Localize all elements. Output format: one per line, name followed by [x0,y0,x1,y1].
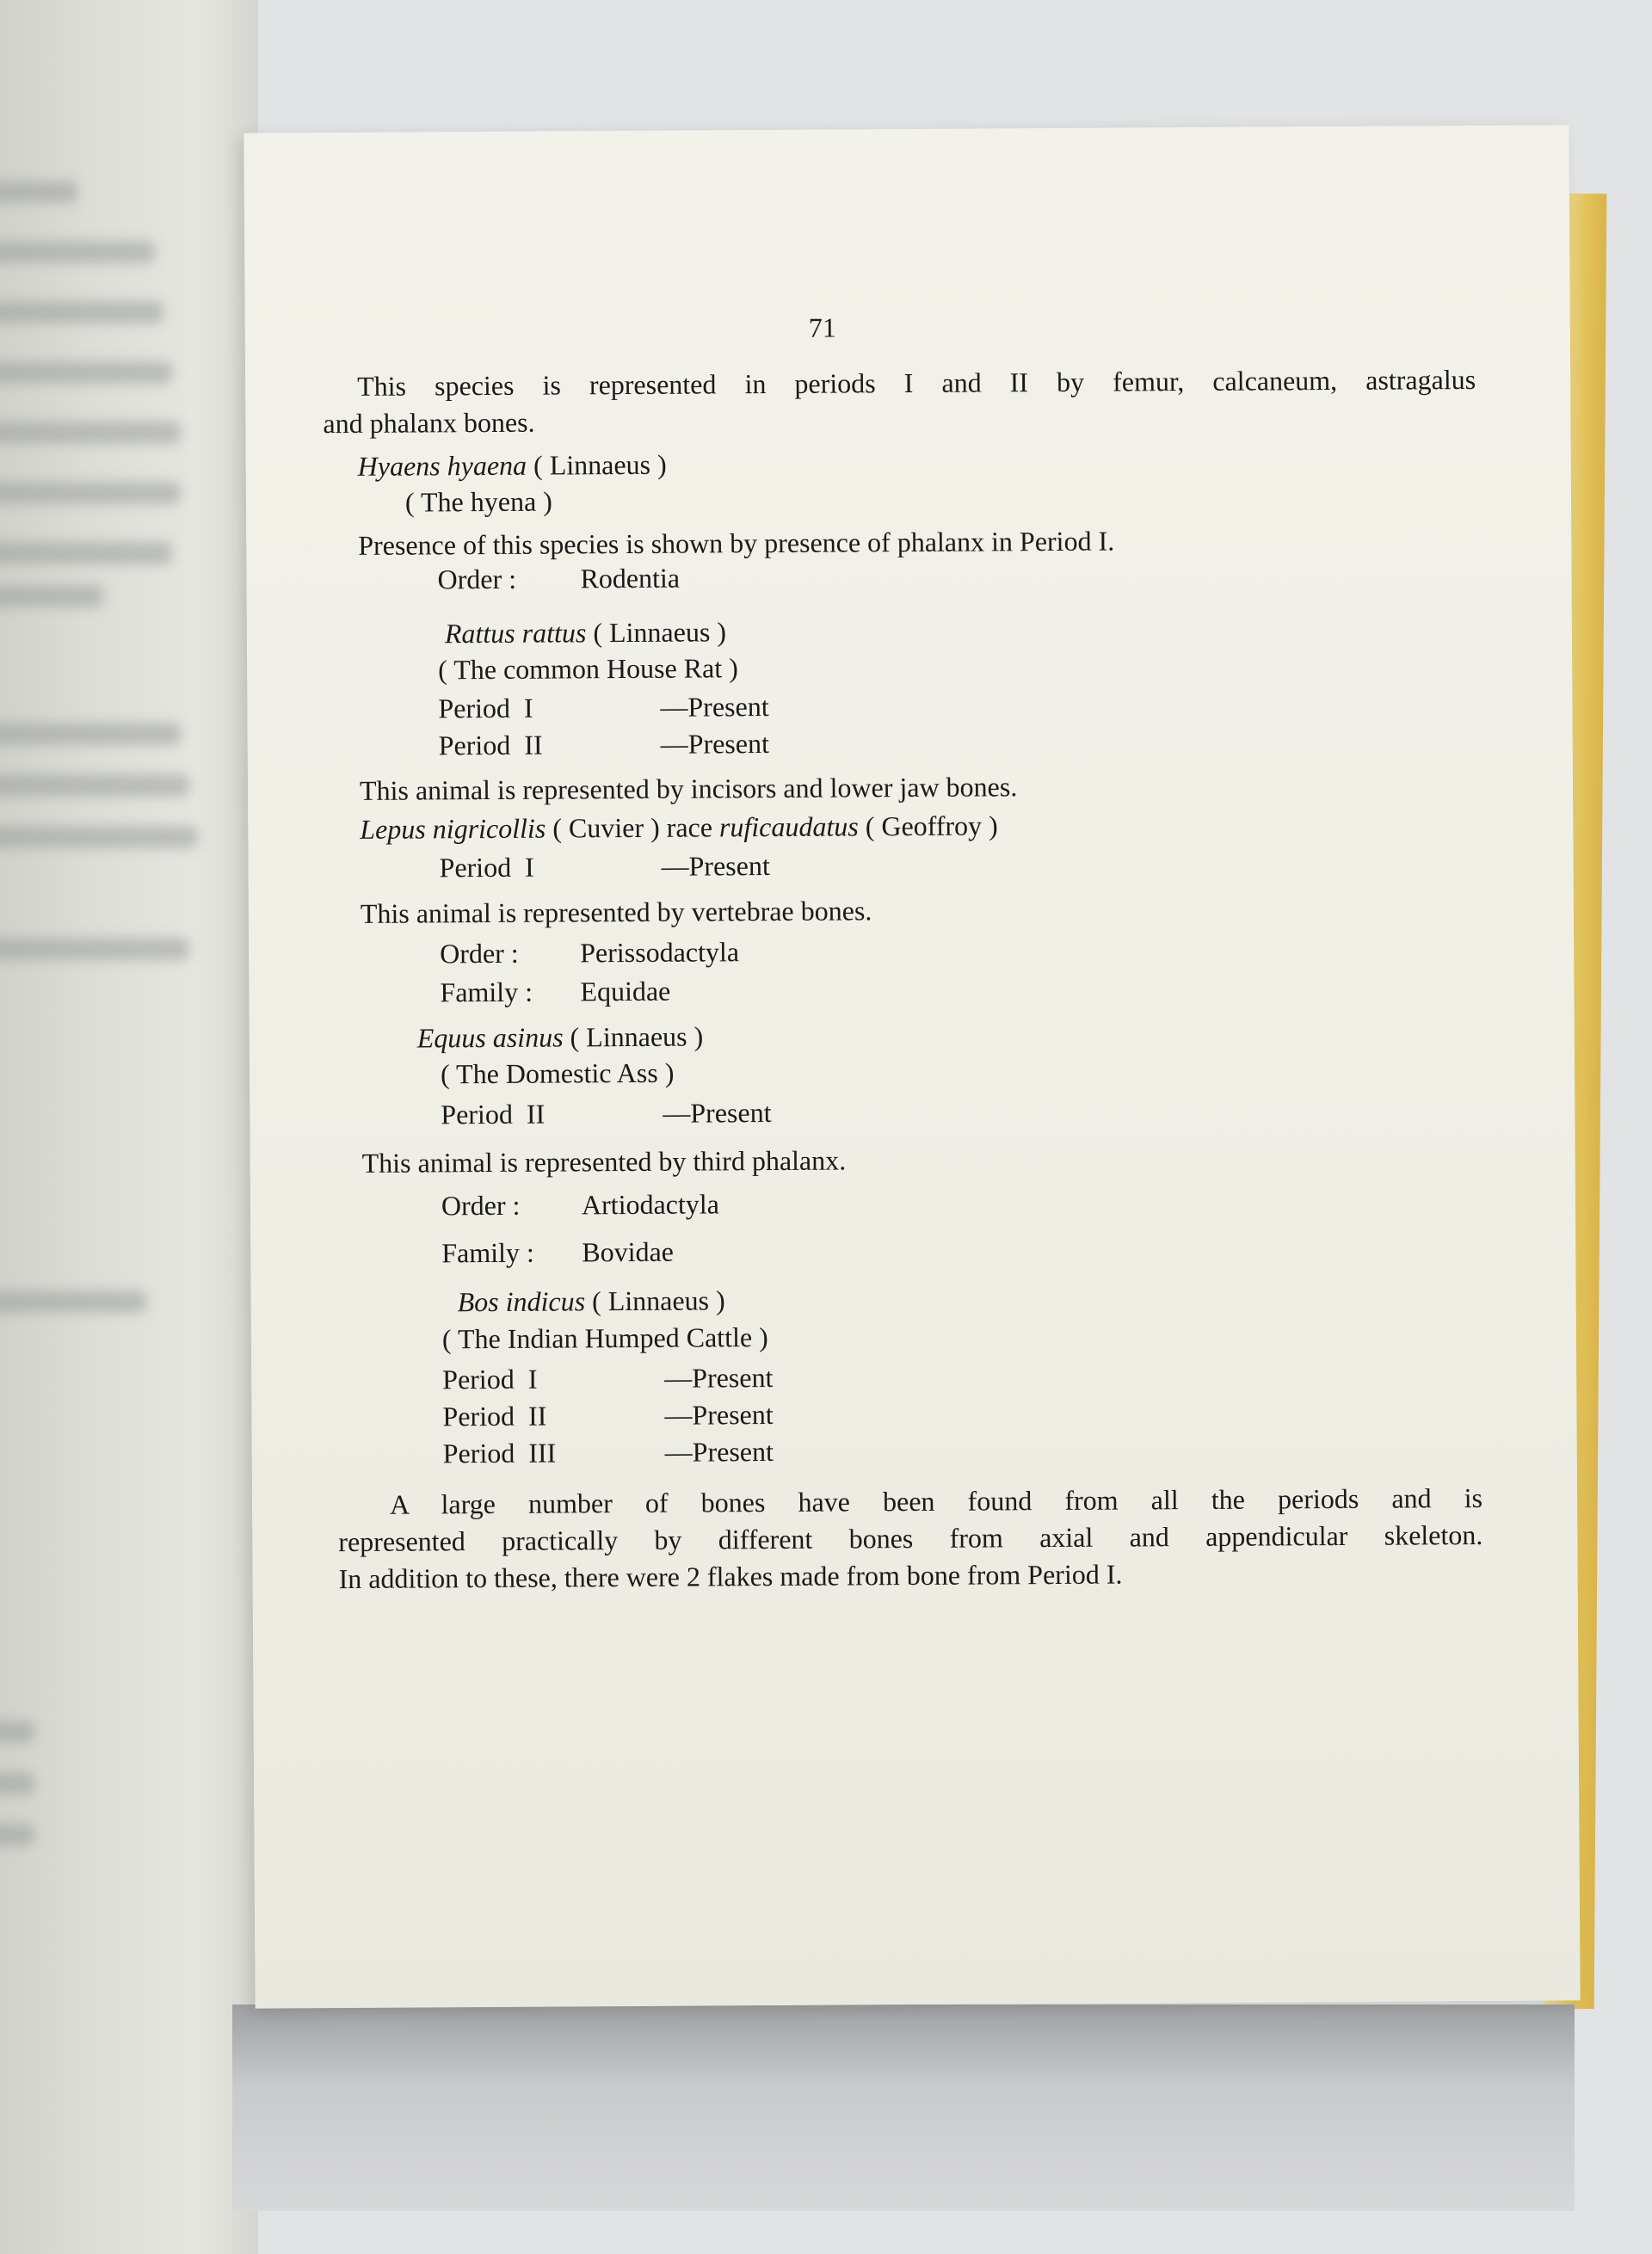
closing-line-2: represented practically by different bones from axial and appendicular skeleton. [338,1518,1483,1558]
lepus-race-author: ( Geoffroy ) [865,810,998,842]
bos-period-3-status: —Present [664,1435,774,1468]
equus-common-name: ( The Domestic Ass ) [440,1056,675,1090]
bos-scientific-name: Bos indicus [457,1285,586,1318]
rodentia-order-value: Rodentia [580,562,681,594]
artio-order-value: Artiodactyla [581,1188,720,1221]
equus-period-2-status: —Present [663,1096,772,1129]
facing-page-blurred [0,0,258,2254]
equus-scientific-name: Equus asinus [416,1021,564,1054]
rattus-common-name: ( The common House Rat ) [438,652,738,686]
bos-period-1-status: —Present [664,1361,774,1394]
table-surface [232,2005,1575,2211]
perisso-family-label: Family : [440,976,533,1008]
bos-common-name: ( The Indian Humped Cattle ) [441,1321,768,1355]
hyaena-author: ( Linnaeus ) [533,448,667,481]
equus-period-2-label: Period II [441,1098,546,1130]
lepus-heading [360,808,998,847]
rattus-period-1-label: Period I [438,692,533,724]
lepus-period-1-status: —Present [661,850,770,882]
lepus-period-1-label: Period I [439,851,534,884]
rattus-heading [445,614,726,650]
rattus-scientific-name: Rattus rattus [444,617,587,650]
perisso-family-value: Equidae [580,975,671,1007]
lepus-note: This animal is represented by vertebrae bones. [360,895,872,929]
page-number: 71 [808,311,836,343]
intro-line-1: This species is represented in periods I and II by femur, calcaneum, astragalus [357,363,1476,402]
bos-period-2-label: Period II [442,1400,547,1432]
closing-line-3: In addition to these, there were 2 flakes made from bone from Period I. [338,1558,1123,1595]
perisso-order-label: Order : [440,937,519,970]
lepus-race-name: ruficaudatus [718,810,859,843]
rattus-note: This animal is represented by incisors and lower jaw bones. [359,771,1018,806]
hyaena-common-name: ( The hyena ) [404,485,552,518]
closing-line-1: A large number of bones have been found from all the periods and is [389,1481,1483,1520]
lepus-scientific-name: Lepus nigricollis [360,812,546,845]
equus-note: This animal is represented by third phalanx. [361,1144,847,1179]
artio-order-label: Order : [441,1189,521,1222]
perisso-order-value: Perissodactyla [580,936,740,969]
bos-period-1-label: Period I [442,1363,538,1395]
bos-period-3-label: Period III [442,1437,557,1469]
bos-author: ( Linnaeus ) [591,1284,725,1317]
hyaena-heading [358,447,667,483]
intro-line-2: and phalanx bones. [323,406,535,440]
rattus-period-1-status: —Present [660,691,769,723]
rattus-period-2-label: Period II [438,729,543,761]
lepus-author: ( Cuvier ) [552,811,660,844]
bos-heading [458,1283,725,1319]
hyaena-scientific-name: Hyaens hyaena [357,449,527,482]
lepus-race-word: race [666,811,713,843]
equus-heading [417,1019,704,1055]
page-text [243,125,1580,2008]
bos-period-2-status: —Present [664,1398,774,1431]
artio-family-label: Family : [441,1236,534,1269]
hyaena-note: Presence of this species is shown by presence of phalanx in Period I. [358,525,1115,561]
equus-author: ( Linnaeus ) [570,1020,704,1053]
rattus-author: ( Linnaeus ) [593,616,727,649]
artio-family-value: Bovidae [582,1235,675,1268]
rattus-period-2-status: —Present [660,728,770,760]
rodentia-order-label: Order : [437,563,517,595]
book-page [243,125,1580,2008]
